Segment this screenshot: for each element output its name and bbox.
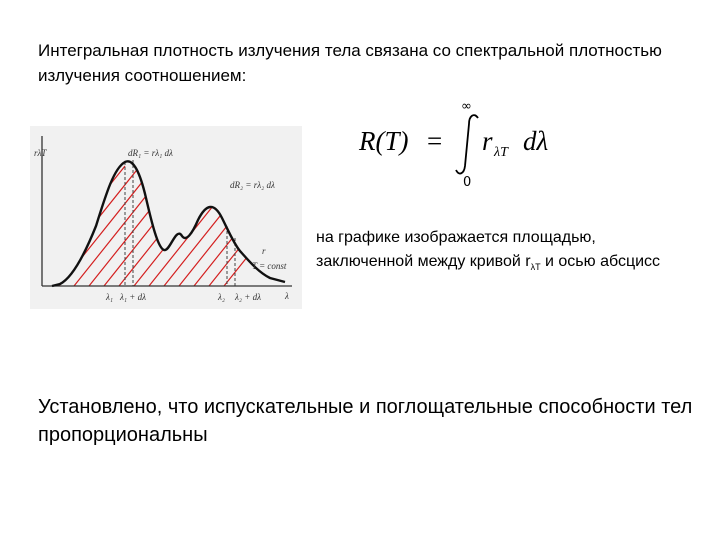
tick-label-l2: λ₂ xyxy=(218,292,226,302)
spectral-density-graph xyxy=(30,126,302,309)
integral-sign xyxy=(456,115,478,173)
x-axis-label: λ xyxy=(285,291,289,301)
integral-formula xyxy=(355,96,585,191)
tick-label-l2-dl: λ₂ + dλ xyxy=(235,292,261,302)
curve-label: T = const xyxy=(252,261,287,271)
annotation-2: dR₂ = rλ₂ dλ xyxy=(230,180,275,190)
tick-label-l1-dl: λ₁ + dλ xyxy=(120,292,146,302)
integrand-r: r xyxy=(482,126,493,156)
formula-lhs: R(T) xyxy=(359,126,409,156)
caption-subscript: λT xyxy=(530,262,541,273)
upper-limit: ∞ xyxy=(461,99,472,114)
formula-equals: = xyxy=(427,126,443,156)
lower-limit: 0 xyxy=(463,175,472,190)
conclusion-text: Установлено, что испускательные и поглощательные способности тел пропорциональны xyxy=(38,396,693,446)
integrand-subscript: λT xyxy=(494,145,508,160)
y-axis-label: rλT xyxy=(34,148,47,158)
differential: dλ xyxy=(523,126,549,156)
graph-caption xyxy=(316,226,696,279)
caption-text-after: и осью абсцисс xyxy=(540,253,661,270)
intro-text: Интегральная плотность излучения тела связана со спектральной плотностью излучения соотношением: xyxy=(38,41,662,85)
curve-symbol: r xyxy=(262,246,266,256)
annotation-1: dR₁ = rλ₁ dλ xyxy=(128,148,173,158)
caption-text-before: на графике изображается площадью, заключенной между кривой r xyxy=(316,229,596,270)
tick-label-l1: λ₁ xyxy=(106,292,114,302)
